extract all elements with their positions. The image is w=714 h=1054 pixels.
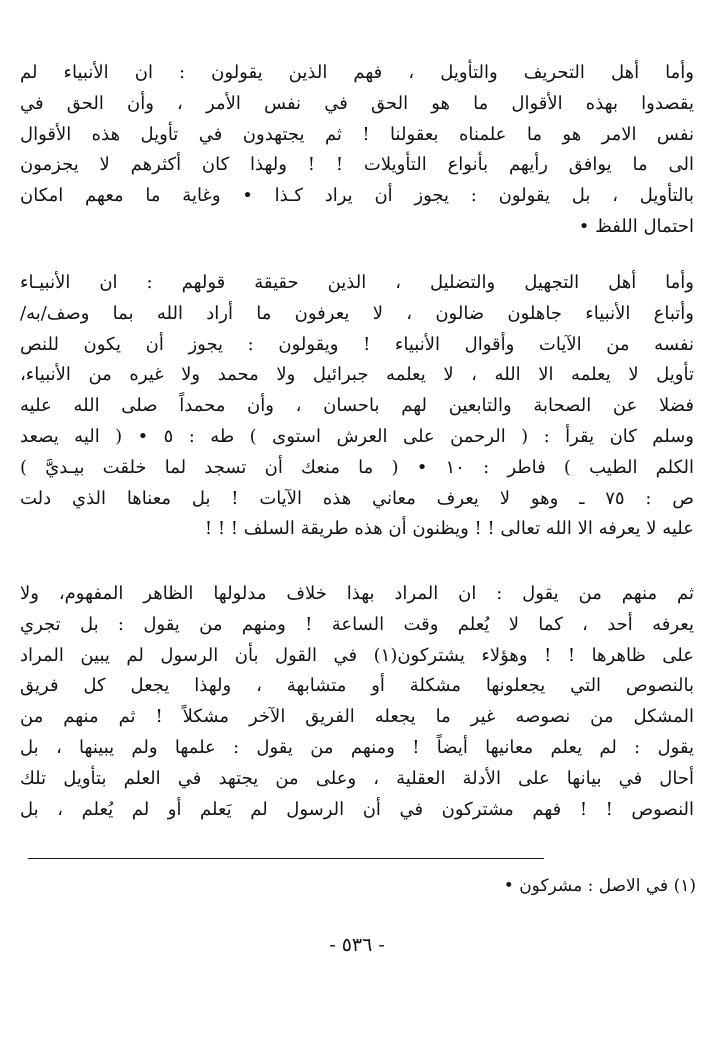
paragraph-minhum-man-yaqul xyxy=(20,579,694,825)
text-line: فضلا عن الصحابة والتابعين لهم باحسان ، وأن محمداً صلى الله عليه xyxy=(20,395,694,417)
text-line: احتمال اللفظ • xyxy=(578,215,694,237)
text-line: بالتأويل ، بل يقولون : يجوز أن يراد كـذا • وغاية ما معهم امكان xyxy=(20,185,694,207)
text-line: وأما أهل التجهيل والتضليل ، الذين حقيقة قولهم : ان الأنبيـاء xyxy=(20,272,694,293)
text-line: الكلم الطيب ) فاطر : ١٠ • ( ما منعك أن تسجد لما خلقت بيـديَّ ) xyxy=(20,456,694,478)
text-line: على ظاهرها ! ! وهؤلاء يشتركون(١) في القول بأن الرسول لم يبين المراد xyxy=(20,644,694,666)
footnote-divider xyxy=(28,858,544,859)
text-line: بالنصوص التي يجعلونها مشكلة أو متشابهة ، ولهذا يجعل كل فريق xyxy=(20,675,694,697)
page-number: - ٥٣٦ - xyxy=(329,934,385,956)
text-line: يقصدوا بهذه الأقوال ما هو الحق في نفس الأمر ، وأن الحق في xyxy=(20,92,694,114)
text-line: وسلم كان يقرأ : ( الرحمن على العرش استوى ) طه : ٥ • ( اليه يصعد xyxy=(20,425,694,447)
text-line: النصوص ! ! فهم مشتركون في أن الرسول لم يَعلم أو لم يُعلم ، بل xyxy=(20,798,694,820)
text-line: ص : ٧٥ ـ وهو لا يعرف معاني هذه الآيات ! بل معناها الذي دلت xyxy=(20,487,694,509)
text-line: يقول : لم يعلم معانيها أيضاً ! ومنهم من يقول : علمها ولم يبينها ، بل xyxy=(20,736,694,758)
text-line: وأما أهل التحريف والتأويل ، فهم الذين يقولون : ان الأنبياء لم xyxy=(20,62,694,83)
text-line: نفس الامر هو ما علمناه بعقولنا ! ثم يجتهدون في تأويل هذه الأقوال xyxy=(20,123,694,145)
text-line: تأويل لا يعلمه الا الله ، لا يعلمه جبرائيل ولا محمد ولا غيره من الأنبياء، xyxy=(20,364,694,386)
text-line: الى ما يوافق رأيهم بأنواع التأويلات ! ! ولهذا كان أكثرهم لا يجزمون xyxy=(20,154,694,176)
text-line: وأتباع الأنبياء جاهلون ضالون ، لا يعرفون ما أراد الله بما وصف/به/ xyxy=(20,302,694,324)
text-line: أحال في بيانها على الأدلة العقلية ، وعلى من يجتهد في العلم بتأويل تلك xyxy=(20,767,694,789)
text-line: يعرفه أحد ، كما لا يُعلم وقت الساعة ! ومنهم من يقول : بل تجري xyxy=(20,613,694,635)
paragraph-tahrif-tawil xyxy=(20,58,694,243)
text-line: عليه لا يعرفه الا الله تعالى ! ! ويظنون أن هذه طريقة السلف ! ! ! xyxy=(204,518,694,540)
text-line: نفسه من الآيات وأقوال الأنبياء ! ويقولون : يجوز أن يكون للنص xyxy=(20,333,694,355)
text-line: ثم منهم من يقول : ان المراد بهذا خلاف مدلولها الظاهر المفهوم، ولا xyxy=(20,583,694,604)
text-line: المشكل من نصوصه غير ما يجعله الفريق الآخر مشكلاً ! ثم منهم من xyxy=(20,706,694,728)
paragraph-tajhil-tadlil xyxy=(20,268,694,545)
footnote: (١) في الاصل : مشركون • xyxy=(503,876,696,896)
